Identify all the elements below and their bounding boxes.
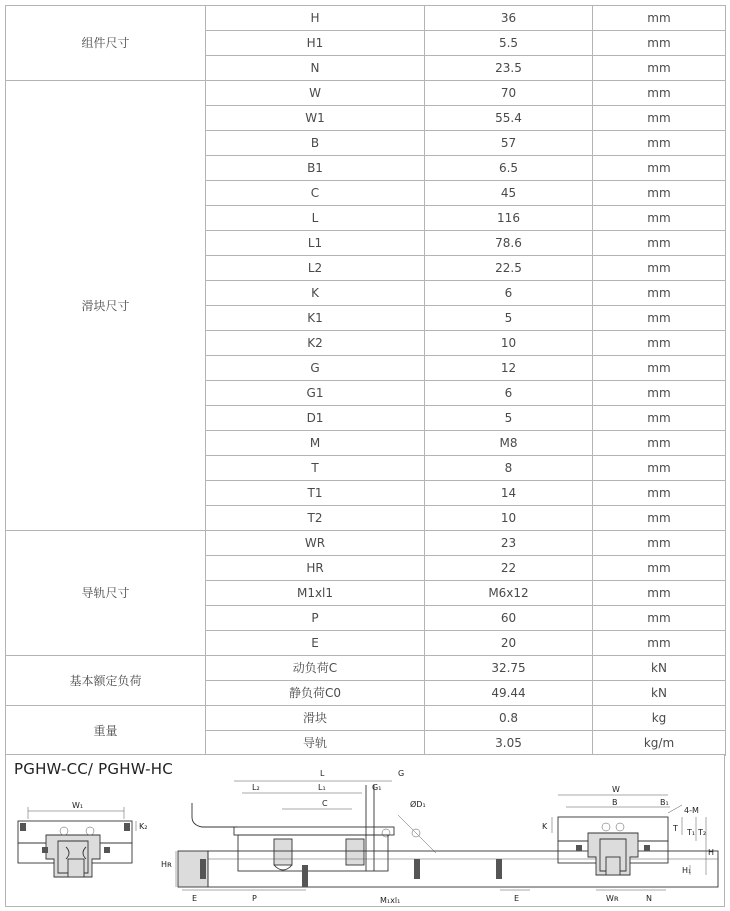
unit-cell: kg: [593, 706, 726, 731]
label-g1: G₁: [372, 783, 382, 792]
unit-cell: mm: [593, 131, 726, 156]
param-cell: B1: [206, 156, 425, 181]
unit-cell: mm: [593, 231, 726, 256]
param-cell: T1: [206, 481, 425, 506]
label-t1: T₁: [687, 828, 696, 837]
param-cell: K: [206, 281, 425, 306]
label-m1xl1: M₁xl₁: [380, 896, 401, 905]
value-cell: 10: [425, 331, 593, 356]
param-cell: T: [206, 456, 425, 481]
value-cell: 55.4: [425, 106, 593, 131]
label-h1: H₁: [682, 866, 692, 875]
value-cell: 57: [425, 131, 593, 156]
param-cell: 滑块: [206, 706, 425, 731]
value-cell: 116: [425, 206, 593, 231]
label-wr: Wʀ: [606, 894, 619, 903]
label-e-right: E: [514, 894, 520, 903]
unit-cell: mm: [593, 606, 726, 631]
unit-cell: mm: [593, 331, 726, 356]
param-cell: G: [206, 356, 425, 381]
param-cell: 静负荷C0: [206, 681, 425, 706]
label-c: C: [322, 799, 328, 808]
unit-cell: mm: [593, 56, 726, 81]
label-l1: L₁: [318, 783, 326, 792]
param-cell: 导轨: [206, 731, 425, 756]
param-cell: L: [206, 206, 425, 231]
unit-cell: kN: [593, 656, 726, 681]
unit-cell: mm: [593, 81, 726, 106]
param-cell: K1: [206, 306, 425, 331]
unit-cell: mm: [593, 356, 726, 381]
label-l2: L₂: [252, 783, 260, 792]
label-w1: W₁: [72, 801, 84, 810]
value-cell: 22.5: [425, 256, 593, 281]
param-cell: E: [206, 631, 425, 656]
label-t: T: [673, 824, 678, 833]
label-w: W: [612, 785, 620, 794]
value-cell: 60: [425, 606, 593, 631]
unit-cell: mm: [593, 281, 726, 306]
param-cell: W1: [206, 106, 425, 131]
unit-cell: mm: [593, 306, 726, 331]
param-cell: H1: [206, 31, 425, 56]
group-label: 重量: [6, 706, 206, 756]
unit-cell: mm: [593, 156, 726, 181]
param-cell: L2: [206, 256, 425, 281]
group-label: 组件尺寸: [6, 6, 206, 81]
param-cell: C: [206, 181, 425, 206]
table-row: [6, 531, 726, 556]
param-cell: W: [206, 81, 425, 106]
value-cell: 5: [425, 306, 593, 331]
value-cell: M8: [425, 431, 593, 456]
label-d1: ØD₁: [410, 800, 426, 809]
value-cell: 6: [425, 381, 593, 406]
spec-table-body: [6, 6, 726, 756]
group-label: 基本额定负荷: [6, 656, 206, 706]
label-g: G: [398, 769, 405, 778]
unit-cell: mm: [593, 256, 726, 281]
value-cell: 5.5: [425, 31, 593, 56]
param-cell: H: [206, 6, 425, 31]
label-e-left: E: [192, 894, 198, 903]
param-cell: M1xl1: [206, 581, 425, 606]
end-view-right: [552, 795, 706, 890]
label-k: K: [542, 822, 548, 831]
drawing-svg: [6, 755, 726, 908]
unit-cell: mm: [593, 106, 726, 131]
unit-cell: mm: [593, 431, 726, 456]
label-t2: T₂: [698, 828, 707, 837]
value-cell: 12: [425, 356, 593, 381]
value-cell: M6x12: [425, 581, 593, 606]
unit-cell: mm: [593, 181, 726, 206]
table-row: [6, 656, 726, 681]
technical-drawing: [5, 754, 725, 907]
value-cell: 36: [425, 6, 593, 31]
value-cell: 6: [425, 281, 593, 306]
value-cell: 49.44: [425, 681, 593, 706]
param-cell: T2: [206, 506, 425, 531]
value-cell: 6.5: [425, 156, 593, 181]
value-cell: 0.8: [425, 706, 593, 731]
unit-cell: mm: [593, 381, 726, 406]
label-n: N: [646, 894, 652, 903]
unit-cell: mm: [593, 6, 726, 31]
param-cell: D1: [206, 406, 425, 431]
value-cell: 8: [425, 456, 593, 481]
unit-cell: kN: [593, 681, 726, 706]
group-label: 导轨尺寸: [6, 531, 206, 656]
param-cell: WR: [206, 531, 425, 556]
param-cell: N: [206, 56, 425, 81]
param-cell: 动负荷C: [206, 656, 425, 681]
unit-cell: mm: [593, 31, 726, 56]
value-cell: 3.05: [425, 731, 593, 756]
group-label: 滑块尺寸: [6, 81, 206, 531]
drawing-title: PGHW-CC/ PGHW-HC: [14, 760, 173, 778]
value-cell: 20: [425, 631, 593, 656]
spec-table: [5, 5, 726, 756]
value-cell: 23.5: [425, 56, 593, 81]
label-b1: B₁: [660, 798, 669, 807]
param-cell: M: [206, 431, 425, 456]
unit-cell: kg/m: [593, 731, 726, 756]
label-b: B: [612, 798, 618, 807]
table-row: [6, 81, 726, 106]
param-cell: B: [206, 131, 425, 156]
value-cell: 23: [425, 531, 593, 556]
value-cell: 70: [425, 81, 593, 106]
table-row: [6, 706, 726, 731]
unit-cell: mm: [593, 481, 726, 506]
param-cell: P: [206, 606, 425, 631]
value-cell: 5: [425, 406, 593, 431]
unit-cell: mm: [593, 556, 726, 581]
table-row: [6, 6, 726, 31]
label-k2: K₂: [139, 822, 148, 831]
unit-cell: mm: [593, 631, 726, 656]
unit-cell: mm: [593, 531, 726, 556]
value-cell: 10: [425, 506, 593, 531]
value-cell: 14: [425, 481, 593, 506]
param-cell: K2: [206, 331, 425, 356]
label-4m: 4-M: [684, 806, 699, 815]
value-cell: 78.6: [425, 231, 593, 256]
unit-cell: mm: [593, 406, 726, 431]
value-cell: 22: [425, 556, 593, 581]
param-cell: HR: [206, 556, 425, 581]
unit-cell: mm: [593, 506, 726, 531]
unit-cell: mm: [593, 206, 726, 231]
label-h: H: [708, 848, 715, 857]
label-l: L: [320, 769, 325, 778]
value-cell: 32.75: [425, 656, 593, 681]
label-hr: Hʀ: [161, 860, 172, 869]
param-cell: G1: [206, 381, 425, 406]
label-p: P: [252, 894, 257, 903]
value-cell: 45: [425, 181, 593, 206]
unit-cell: mm: [593, 581, 726, 606]
unit-cell: mm: [593, 456, 726, 481]
param-cell: L1: [206, 231, 425, 256]
end-view-left: [18, 807, 136, 877]
